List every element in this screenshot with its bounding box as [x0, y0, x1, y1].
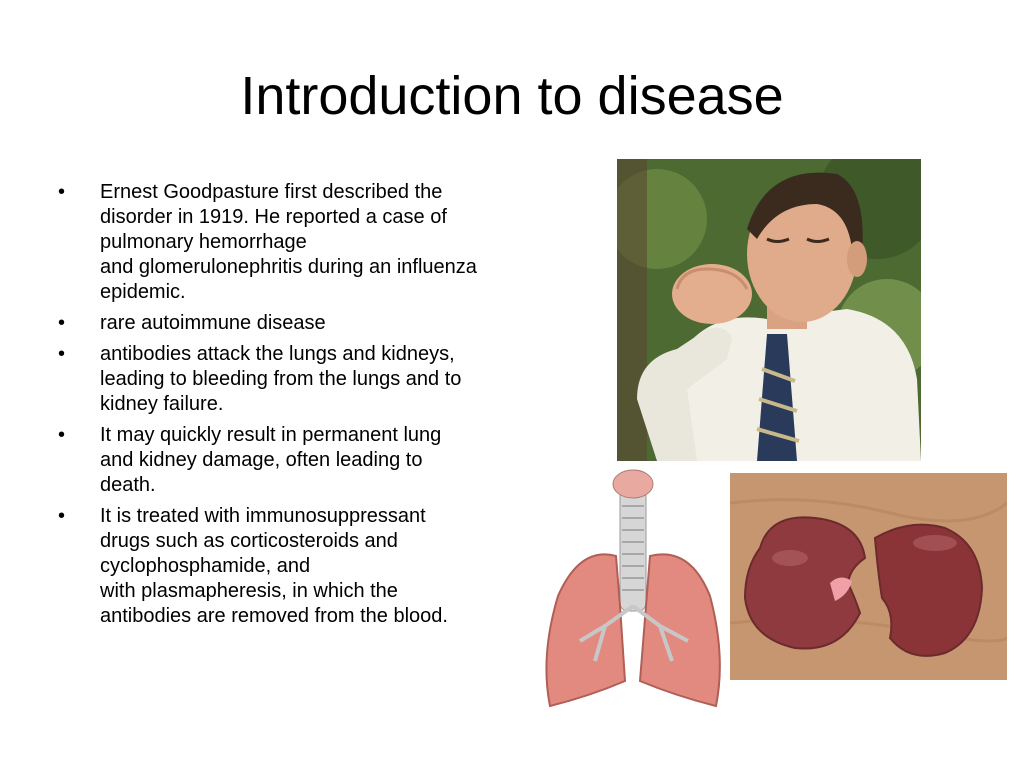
bullet-dot: • — [58, 343, 66, 365]
bullet-line: Ernest Goodpasture first described the — [100, 181, 443, 203]
bullet-dot: • — [58, 424, 66, 446]
bullet-line: cyclophosphamide, and — [100, 555, 311, 577]
bullet-dot: • — [58, 181, 66, 203]
bullet-line: death. — [100, 474, 156, 496]
bullet-dot: • — [58, 312, 66, 334]
bullet-line: pulmonary hemorrhage — [100, 231, 307, 253]
bullet-item — [56, 504, 556, 629]
kidneys-icon — [730, 473, 1007, 680]
bullet-line: kidney failure. — [100, 393, 224, 415]
bullet-line: leading to bleeding from the lungs and to — [100, 368, 462, 390]
bullet-line: antibodies are removed from the blood. — [100, 605, 448, 627]
coughing-man-icon — [617, 159, 921, 461]
bullet-item — [56, 342, 556, 417]
bullet-line: disorder in 1919. He reported a case of — [100, 206, 447, 228]
slide-title: Introduction to disease — [240, 66, 784, 126]
bullet-line: and glomerulonephritis during an influenza — [100, 256, 477, 278]
coughing-man-photo — [617, 159, 921, 461]
bullet-item — [56, 423, 556, 498]
bullet-line: antibodies attack the lungs and kidneys, — [100, 343, 455, 365]
bullet-line: with plasmapheresis, in which the — [100, 580, 398, 602]
bullet-dot: • — [58, 505, 66, 527]
kidneys-photo — [730, 473, 1007, 680]
lungs-icon — [540, 466, 726, 712]
bullet-line: drugs such as corticosteroids and — [100, 530, 398, 552]
bullet-line: and kidney damage, often leading to — [100, 449, 423, 471]
bullet-line: epidemic. — [100, 281, 186, 303]
bullet-item — [56, 311, 556, 336]
bullet-line: rare autoimmune disease — [100, 312, 326, 334]
bullet-line: It is treated with immunosuppressant — [100, 505, 426, 527]
lungs-illustration — [540, 466, 726, 712]
bullet-list — [56, 180, 556, 635]
bullet-line: It may quickly result in permanent lung — [100, 424, 442, 446]
bullet-item — [56, 180, 556, 305]
